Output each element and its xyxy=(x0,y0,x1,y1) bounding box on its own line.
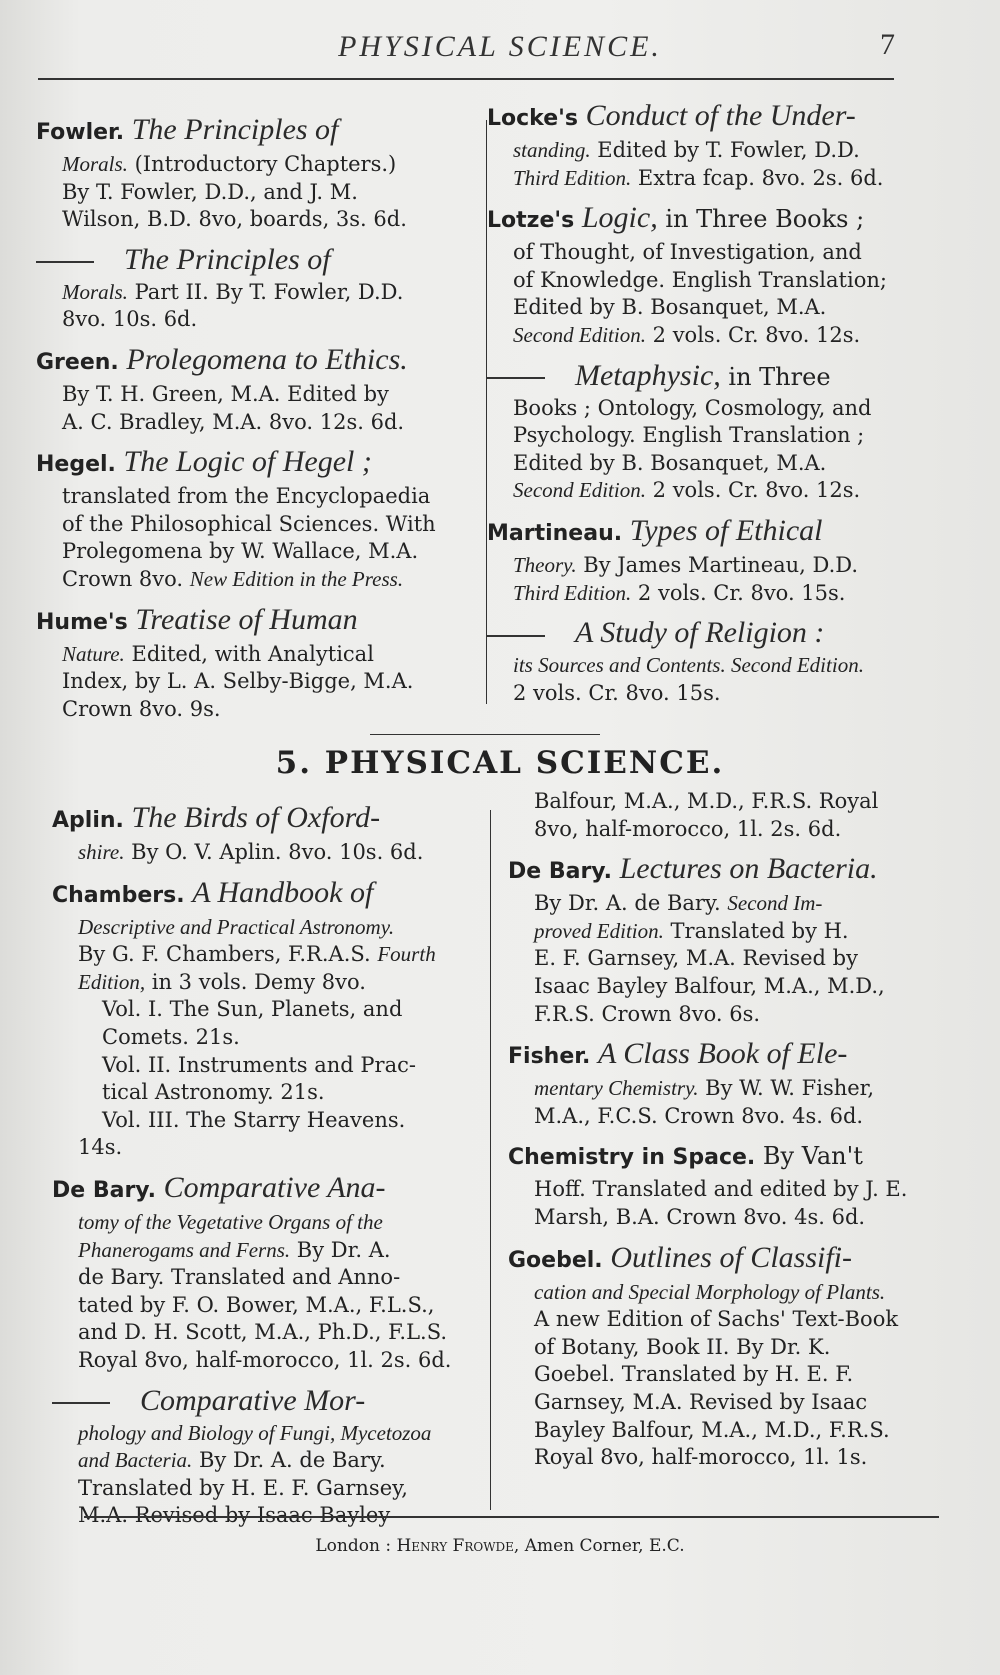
catalogue-entry xyxy=(508,1240,938,1472)
entry-title: Lectures on Bacteria. xyxy=(619,852,878,886)
entry-italic: Fourth xyxy=(377,942,436,967)
entry-author: Martineau. xyxy=(487,520,623,546)
entry-text: (Introductory Chapters.) xyxy=(127,152,397,176)
entry-title-plain: By Van't xyxy=(762,1142,863,1171)
entry-line xyxy=(36,641,458,669)
entry-italic: and Bacteria. xyxy=(78,1448,193,1473)
entry-text: tical Astronomy. 21s. xyxy=(102,1080,325,1105)
column-top-right xyxy=(487,98,917,707)
entry-text: Edited by B. Bosanquet, M.A. xyxy=(513,450,827,475)
entry-author: Chemistry in Space. xyxy=(508,1145,756,1171)
entry-gap xyxy=(36,334,458,342)
entry-line xyxy=(487,165,917,193)
entry-gap xyxy=(52,1162,490,1170)
entry-text: By Dr. A. xyxy=(290,1237,391,1262)
entry-text: Index, by L. A. Selby-Bigge, M.A. xyxy=(62,669,414,694)
entry-gap xyxy=(487,607,917,615)
entry-author: De Bary. xyxy=(508,859,612,885)
entry-title: The Birds of Oxford- xyxy=(131,801,381,834)
entry-italic: cation and Special Morphology of Plants. xyxy=(534,1279,886,1304)
entry-text: By T. H. Green, M.A. Edited by xyxy=(62,381,389,406)
entry-text: M.A. Revised by Isaac Bayley xyxy=(78,1503,391,1528)
entry-text: Translated by H. E. F. Garnsey, xyxy=(78,1475,408,1500)
imprint-prefix: London : xyxy=(315,1536,397,1556)
entry-heading xyxy=(508,851,938,890)
entry-text: By W. W. Fisher, xyxy=(698,1076,875,1101)
entry-line xyxy=(36,538,458,566)
entry-italic: Phanerogams and Ferns. xyxy=(78,1237,291,1262)
entry-text: Edited, with Analytical xyxy=(124,641,374,666)
entry-line xyxy=(52,941,490,969)
ditto-dash xyxy=(487,377,545,379)
entry-italic: mentary Chemistry. xyxy=(534,1076,699,1101)
entry-line xyxy=(487,294,917,322)
column-top-left xyxy=(36,112,458,723)
entry-author: Aplin. xyxy=(52,808,124,833)
entry-title: The Logic of Hegel ; xyxy=(123,445,372,479)
entry-title-rest: in Three Books ; xyxy=(657,205,865,234)
entry-line xyxy=(508,918,938,946)
entry-line xyxy=(52,996,490,1024)
entry-text: 8vo, half-morocco, 1l. 2s. 6d. xyxy=(534,816,842,841)
entry-gap xyxy=(36,436,458,444)
entry-italic: Theory. xyxy=(513,552,577,577)
entry-line xyxy=(508,945,938,973)
entry-text: and D. H. Scott, M.A., Ph.D., F.L.S. xyxy=(78,1320,448,1345)
imprint xyxy=(0,1536,1000,1556)
catalogue-entry xyxy=(487,615,917,707)
entry-line xyxy=(52,1420,490,1448)
entry-text: Hoff. Translated and edited by J. E. xyxy=(534,1177,908,1202)
entry-title: Types of Ethical xyxy=(629,513,823,547)
entry-italic: shire. xyxy=(78,840,125,864)
entry-text: E. F. Garnsey, M.A. Revised by xyxy=(534,946,858,971)
entry-line xyxy=(36,306,458,334)
entry-author: Fowler. xyxy=(36,120,125,145)
catalogue-entry xyxy=(52,800,490,867)
catalogue-entry xyxy=(52,1383,490,1530)
entry-text: Crown 8vo. 9s. xyxy=(62,696,221,721)
entry-line xyxy=(508,1444,938,1472)
entry-line xyxy=(52,969,490,997)
catalogue-entry xyxy=(487,98,917,192)
entry-text: 2 vols. Cr. 8vo. 15s. xyxy=(631,580,846,605)
catalogue-entry xyxy=(508,1138,938,1231)
entry-heading xyxy=(52,800,490,839)
entry-title: Prolegomena to Ethics. xyxy=(126,342,408,376)
entry-line xyxy=(52,1134,490,1162)
entry-text: Comets. 21s. xyxy=(102,1024,240,1049)
page-number: 7 xyxy=(880,28,895,61)
entry-author: Lotze's xyxy=(487,208,575,234)
entry-text: Isaac Bayley Balfour, M.A., M.D., xyxy=(534,973,885,998)
column-bottom-left xyxy=(52,800,490,1530)
catalogue-entry xyxy=(36,444,458,593)
entry-line xyxy=(508,1361,938,1389)
entry-line xyxy=(36,566,458,594)
entry-text: Psychology. English Translation ; xyxy=(513,423,865,448)
entry-title: Conduct of the Under- xyxy=(585,99,856,132)
entry-text: Translated by H. xyxy=(663,918,849,943)
entry-text: of Thought, of Investigation, and xyxy=(513,240,862,265)
imprint-suffix: Amen Corner, E.C. xyxy=(519,1536,685,1556)
entry-title: Outlines of Classifi- xyxy=(610,1240,852,1274)
entry-heading xyxy=(36,112,458,151)
entry-line xyxy=(508,1389,938,1417)
entry-italic: phology and Biology of Fungi, Mycetozoa xyxy=(78,1420,432,1445)
column-bottom-right xyxy=(508,788,938,1472)
entry-text: By James Martineau, D.D. xyxy=(576,552,859,577)
entry-line xyxy=(36,483,458,511)
entry-text: M.A., F.C.S. Crown 8vo. 4s. 6d. xyxy=(534,1103,864,1128)
entry-line xyxy=(487,680,917,708)
entry-italic: Second Im- xyxy=(727,891,823,916)
entry-author: Locke's xyxy=(487,106,578,131)
entry-line xyxy=(52,1264,490,1292)
entry-italic: New Edition in the Press. xyxy=(189,566,404,591)
entry-text: Edited by T. Fowler, D.D. xyxy=(590,138,860,162)
entry-text: By G. F. Chambers, F.R.A.S. xyxy=(78,942,378,967)
entry-text: Goebel. Translated by H. E. F. xyxy=(534,1362,854,1387)
entry-italic: tomy of the Vegetative Organs of the xyxy=(78,1209,383,1234)
entry-text: Part II. By T. Fowler, D.D. xyxy=(127,279,404,304)
catalogue-entry xyxy=(36,112,458,234)
catalogue-entry xyxy=(508,788,938,843)
entry-title: Comparative Ana- xyxy=(163,1170,386,1204)
entry-text: translated from the Encyclopaedia xyxy=(62,484,431,509)
entry-line xyxy=(36,696,458,724)
entry-text: By O. V. Aplin. 8vo. 10s. 6d. xyxy=(124,840,424,864)
entry-line xyxy=(487,422,917,450)
entry-gap xyxy=(508,1028,938,1036)
entry-author: Hume's xyxy=(36,609,128,635)
entry-line xyxy=(487,137,917,165)
entry-line xyxy=(52,1024,490,1052)
entry-text: of Knowledge. English Translation; xyxy=(513,267,887,292)
entry-heading xyxy=(36,342,458,381)
entry-italic: proved Edition. xyxy=(534,918,664,943)
entry-line xyxy=(36,668,458,696)
entry-line xyxy=(36,206,458,234)
entry-gap xyxy=(487,192,917,200)
entry-gap xyxy=(508,1232,938,1240)
entry-italic: Descriptive and Practical Astronomy. xyxy=(78,914,395,939)
catalogue-entry xyxy=(36,602,458,724)
entry-line xyxy=(508,816,938,844)
entry-text: Royal 8vo, half-morocco, 1l. 1s. xyxy=(534,1445,868,1470)
entry-text: By T. Fowler, D.D., and J. M. xyxy=(62,179,358,204)
entry-title: Treatise of Human xyxy=(135,602,358,636)
catalogue-entry xyxy=(36,342,458,436)
entry-gap xyxy=(36,234,458,242)
entry-text: Wilson, B.D. 8vo, boards, 3s. 6d. xyxy=(62,207,407,232)
entry-line xyxy=(52,1447,490,1475)
entry-text: Edited by B. Bosanquet, M.A. xyxy=(513,295,827,320)
entry-heading xyxy=(52,1170,490,1209)
entry-line xyxy=(508,1103,938,1131)
entry-italic: Third Edition. xyxy=(513,580,632,605)
entry-author: Goebel. xyxy=(508,1247,603,1273)
entry-title: A Study of Religion : xyxy=(575,616,825,650)
entry-text: Vol. III. The Starry Heavens. xyxy=(102,1107,406,1132)
entry-text: By Dr. A. de Bary. xyxy=(192,1448,386,1473)
entry-gap xyxy=(487,505,917,513)
entry-line xyxy=(508,1075,938,1103)
entry-italic: Nature. xyxy=(62,641,125,666)
entry-gap xyxy=(52,867,490,875)
entry-line xyxy=(487,267,917,295)
entry-text: Vol. II. Instruments and Prac- xyxy=(102,1052,416,1077)
entry-line xyxy=(52,1347,490,1375)
entry-text: F.R.S. Crown 8vo. 6s. xyxy=(534,1001,761,1026)
entry-line xyxy=(508,1306,938,1334)
entry-title: Metaphysic, xyxy=(575,358,721,392)
entry-line xyxy=(36,409,458,437)
entry-heading xyxy=(508,1138,938,1176)
entry-text: Vol. I. The Sun, Planets, and xyxy=(102,997,403,1022)
entry-line xyxy=(487,552,917,580)
ditto-dash xyxy=(52,1402,110,1404)
entry-line xyxy=(508,1417,938,1445)
entry-line xyxy=(36,381,458,409)
entry-italic: Third Edition. xyxy=(513,165,632,190)
entry-heading xyxy=(36,242,458,279)
entry-line xyxy=(36,279,458,307)
entry-line xyxy=(52,1475,490,1503)
entry-line xyxy=(508,1001,938,1029)
entry-text: A new Edition of Sachs' Text-Book xyxy=(534,1307,899,1332)
entry-line xyxy=(52,1079,490,1107)
column-divider-bottom xyxy=(490,810,491,1510)
entry-gap xyxy=(508,843,938,851)
entry-heading xyxy=(52,1383,490,1420)
entry-gap xyxy=(508,1130,938,1138)
entry-author: De Bary. xyxy=(52,1177,156,1203)
entry-italic: standing. xyxy=(513,138,591,162)
catalogue-entry xyxy=(508,1036,938,1130)
entry-italic: Second Edition. xyxy=(513,478,646,503)
entry-title: A Handbook of xyxy=(192,875,374,909)
entry-text: 2 vols. Cr. 8vo. 15s. xyxy=(513,680,721,705)
entry-line xyxy=(508,788,938,816)
imprint-publisher: Henry Frowde, xyxy=(396,1536,520,1556)
entry-line xyxy=(487,477,917,505)
entry-text: 2 vols. Cr. 8vo. 12s. xyxy=(645,478,861,503)
entry-italic: Morals. xyxy=(62,152,128,176)
entry-line xyxy=(508,1204,938,1232)
entry-heading xyxy=(487,358,917,395)
entry-gap xyxy=(36,594,458,602)
section-rule xyxy=(370,734,600,735)
entry-line xyxy=(52,914,490,942)
entry-line xyxy=(52,1209,490,1237)
entry-author: Hegel. xyxy=(36,452,116,478)
entry-text: Prolegomena by W. Wallace, M.A. xyxy=(62,539,419,564)
entry-gap xyxy=(487,350,917,358)
entry-text: 14s. xyxy=(78,1135,123,1160)
entry-text: tated by F. O. Bower, M.A., F.L.S., xyxy=(78,1292,435,1317)
entry-heading xyxy=(508,1240,938,1279)
entry-heading xyxy=(487,200,917,239)
entry-line xyxy=(52,1319,490,1347)
entry-heading xyxy=(487,615,917,652)
entry-line xyxy=(508,890,938,918)
entry-italic: Edition, xyxy=(78,969,146,994)
entry-heading xyxy=(487,98,917,137)
entry-text: 8vo. 10s. 6d. xyxy=(62,307,198,332)
entry-text: Bayley Balfour, M.A., M.D., F.R.S. xyxy=(534,1417,890,1442)
header-rule xyxy=(38,78,894,80)
entry-line xyxy=(52,1237,490,1265)
entry-text: Balfour, M.A., M.D., F.R.S. Royal xyxy=(534,789,879,813)
entry-line xyxy=(487,395,917,423)
entry-title: Logic, xyxy=(581,201,658,235)
entry-text: of the Philosophical Sciences. With xyxy=(62,511,436,536)
entry-text: 2 vols. Cr. 8vo. 12s. xyxy=(645,322,861,347)
entry-text: Extra fcap. 8vo. 2s. 6d. xyxy=(631,165,884,190)
entry-line xyxy=(487,450,917,478)
entry-author: Chambers. xyxy=(52,882,185,908)
catalogue-entry xyxy=(508,851,938,1028)
entry-gap xyxy=(52,1375,490,1383)
entry-line xyxy=(36,151,458,179)
entry-text: in 3 vols. Demy 8vo. xyxy=(145,969,366,994)
entry-line xyxy=(52,839,490,867)
entry-italic: Morals. xyxy=(62,279,128,304)
entry-italic: its Sources and Contents. Second Edition. xyxy=(513,653,864,678)
entry-text: Garnsey, M.A. Revised by Isaac xyxy=(534,1389,868,1414)
entry-text: Books ; Ontology, Cosmology, and xyxy=(513,395,872,420)
entry-italic: Second Edition. xyxy=(513,322,646,347)
entry-text: de Bary. Translated and Anno- xyxy=(78,1265,401,1290)
entry-line xyxy=(36,511,458,539)
ditto-dash xyxy=(487,635,545,637)
entry-title: The Principles of xyxy=(124,242,331,276)
catalogue-entry xyxy=(487,200,917,349)
entry-line xyxy=(508,1176,938,1204)
entry-line xyxy=(52,1052,490,1080)
entry-line xyxy=(508,1334,938,1362)
ditto-dash xyxy=(36,261,94,263)
entry-title-rest: in Three xyxy=(720,362,831,391)
catalogue-entry xyxy=(487,358,917,505)
entry-line xyxy=(487,652,917,680)
entry-author: Green. xyxy=(36,349,119,375)
entry-text: Marsh, B.A. Crown 8vo. 4s. 6d. xyxy=(534,1204,866,1229)
entry-text: Crown 8vo. xyxy=(62,566,190,591)
entry-heading xyxy=(508,1036,938,1075)
entry-text: By Dr. A. de Bary. xyxy=(534,891,728,916)
entry-line xyxy=(487,580,917,608)
catalogue-entry xyxy=(52,875,490,1162)
entry-title: The Principles of xyxy=(131,113,339,146)
entry-title: Comparative Mor- xyxy=(140,1383,366,1417)
entry-heading xyxy=(52,875,490,914)
catalogue-entry xyxy=(52,1170,490,1375)
entry-line xyxy=(52,1292,490,1320)
entry-line xyxy=(508,973,938,1001)
entry-line xyxy=(36,179,458,207)
entry-heading xyxy=(487,513,917,552)
footer-rule xyxy=(84,1516,939,1518)
entry-text: A. C. Bradley, M.A. 8vo. 12s. 6d. xyxy=(62,409,405,434)
entry-text: Royal 8vo, half-morocco, 1l. 2s. 6d. xyxy=(78,1347,452,1372)
entry-heading xyxy=(36,444,458,483)
entry-text: of Botany, Book II. By Dr. K. xyxy=(534,1334,831,1359)
entry-title: A Class Book of Ele- xyxy=(597,1037,848,1071)
catalogue-entry xyxy=(487,513,917,607)
entry-author: Fisher. xyxy=(508,1044,591,1070)
entry-line xyxy=(508,1279,938,1307)
catalogue-entry xyxy=(36,242,458,334)
entry-heading xyxy=(36,602,458,641)
entry-line xyxy=(487,239,917,267)
entry-line xyxy=(52,1107,490,1135)
running-head: PHYSICAL SCIENCE. xyxy=(338,30,662,63)
section-heading: 5. PHYSICAL SCIENCE. xyxy=(275,745,725,781)
entry-line xyxy=(487,322,917,350)
